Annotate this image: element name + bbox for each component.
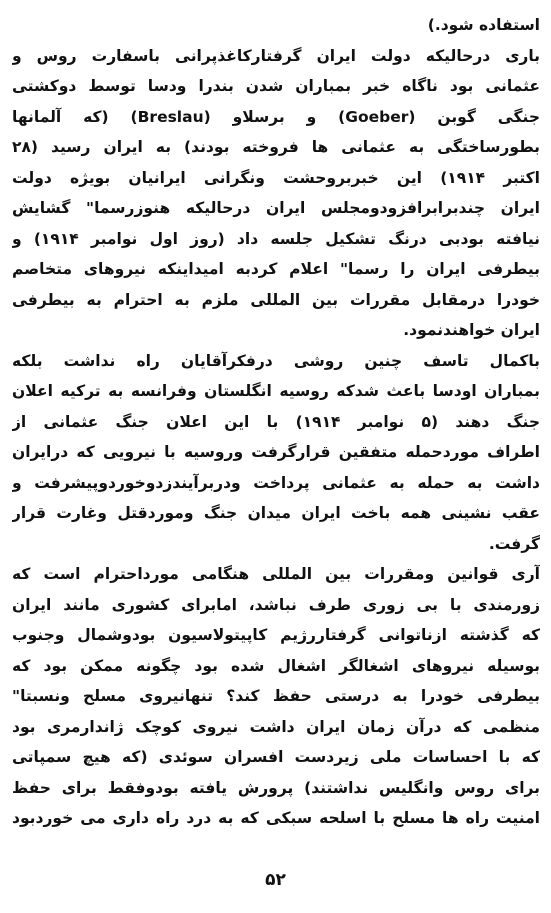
- text-line: خودرا درمقابل مقررات بین المللی ملزم به احترام به بیطرفی: [12, 290, 540, 309]
- text-line: منظمی که درآن زمان ایران داشت نیروی کوچک ژاندارمری بود: [12, 717, 540, 736]
- text-line: که با احساسات ملی زیردست افسران سوئدی (که هیچ سمپاتی: [12, 748, 540, 766]
- text-line: بوسیله نیروهای اشغالگر اشغال شده بود چگونه ممکن بود که: [12, 656, 540, 675]
- text-line: امنیت راه ها مسلح با اسلحه سبکی که به درد راه داری می خوردبود: [12, 809, 540, 827]
- text-line: استفاده شود.): [427, 16, 540, 34]
- text-line: بمباران اودسا باعث شدکه روسیه انگلستان وفرانسه به ترکیه اعلان: [12, 382, 540, 400]
- text-line: برای روس وانگلیس نداشتند) پرورش یافته بودوفقط برای حفظ: [12, 778, 540, 797]
- text-line: عقب نشینی همه باخت ایران میدان جنگ وموردقتل وغارت قرار: [12, 504, 540, 522]
- text-line: که گذشته ازناتوانی گرفتاررژیم کاپیتولاسیون بودوشمال وجنوب: [12, 626, 540, 644]
- text-line: زورمندی با بی زوری طرف نباشد، امابرای کشوری مانند ایران: [12, 595, 540, 614]
- text-line: باکمال تاسف چنین روشی درفکرآقایان راه نداشت بلکه: [12, 351, 540, 370]
- text-line: بیطرفی ایران را رسما" اعلام کردبه امیداینکه نیروهای متخاصم: [12, 260, 540, 278]
- text-line: بطورساختگی به عثمانی ها فروخته بودند) به ایران رسید (۲۸: [12, 138, 540, 156]
- text-line: باری درحالیکه دولت ایران گرفتارکاغذپرانی باسفارت روس و: [12, 46, 540, 65]
- page-text-body: [12, 10, 540, 834]
- page-number: ۵۲: [265, 870, 286, 890]
- text-line: جنگی گوبن (Goeber) و برسلاو (Breslau) (که آلمانها: [12, 107, 540, 126]
- text-line: اطراف موردحمله متفقین قرارگرفت وروسیه با نیرویی که درایران: [12, 443, 540, 461]
- text-line: اکتبر ۱۹۱۴) این خبربروحشت ونگرانی ایرانیان بویژه دولت: [12, 168, 540, 187]
- text-line: داشت به حمله به عثمانی پرداخت ودربرآیندزدوخوردوپیشرفت و: [12, 473, 540, 492]
- text-line: ایران خواهندنمود.: [403, 321, 540, 339]
- text-line: نیافته بودبی درنگ تشکیل جلسه داد (روز اول نوامبر ۱۹۱۴) و: [12, 229, 540, 248]
- text-line: گرفت.: [488, 534, 540, 553]
- text-line: جنگ دهند (۵ نوامبر ۱۹۱۴) با این اعلان جنگ عثمانی از: [12, 412, 540, 431]
- text-line: ایران چندبرابرافزودومجلس ایران درحالیکه هنوزرسما" گشایش: [12, 199, 540, 217]
- text-line: آری قوانین ومقررات بین المللی هنگامی مورداحترام است که: [12, 565, 540, 583]
- text-line: بیطرفی خودرا به درستی حفظ کند؟ تنهانیروی مسلح ونسبتا": [12, 687, 540, 705]
- text-line: عثمانی بود ناگاه خبر بمباران شدن بندرا ودسا توسط دوکشتی: [12, 77, 540, 95]
